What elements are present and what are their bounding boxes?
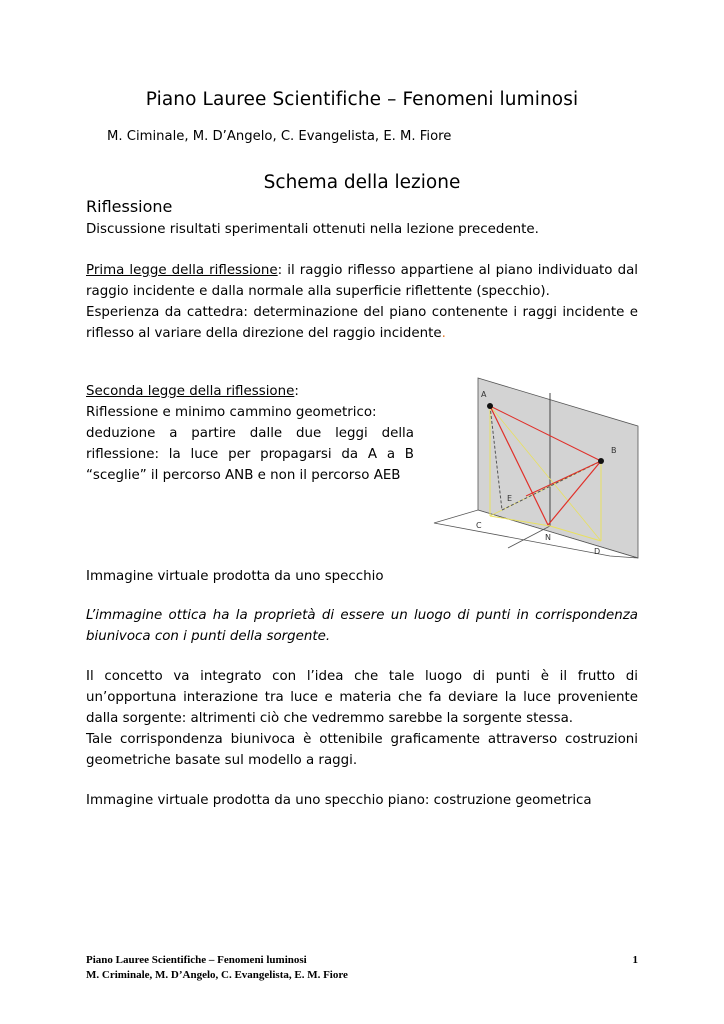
discussion-text: Discussione risultati sperimentali ottenuti nella lezione precedente.: [86, 222, 539, 237]
experiment-line2: riflesso al variare della direzione del raggio incidente: [86, 326, 442, 341]
second-law-paragraph: [86, 381, 414, 486]
point-a: [487, 403, 493, 409]
reflection-diagram: [430, 368, 642, 560]
first-law-text-line1: : il raggio riflesso appartiene al piano individuato dal: [277, 263, 638, 278]
document-title: Piano Lauree Scientifiche – Fenomeni luminosi: [145, 89, 579, 110]
label-b: B: [611, 446, 617, 455]
first-law-text-line2: raggio incidente e dalla normale alla superficie riflettente (specchio).: [86, 284, 550, 299]
authors: M. Ciminale, M. D’Angelo, C. Evangelista, E. M. Fiore: [107, 129, 452, 144]
section-heading: Riflessione: [86, 197, 173, 216]
footer-line1: Piano Lauree Scientifiche – Fenomeni luminosi: [86, 954, 307, 966]
concept-line2: un’opportuna interazione tra luce e materia che fa deviare la luce proveniente: [86, 690, 638, 705]
page-number: 1: [632, 954, 638, 966]
label-a: A: [481, 390, 487, 399]
concept-line1: Il concetto va integrato con l’idea che tale luogo di punti è il frutto di: [86, 669, 638, 684]
optical-image-line1: L’immagine ottica ha la proprietà di essere un luogo di punti in corrispondenza: [86, 608, 638, 623]
optical-image-paragraph: [86, 605, 638, 647]
concept-line3: dalla sorgente: altrimenti ciò che vedremmo sarebbe la sorgente stessa.: [86, 711, 574, 726]
optical-image-line2: biunivoca con i punti della sorgente.: [86, 629, 331, 644]
experiment-end: .: [441, 326, 446, 341]
label-n: N: [545, 533, 551, 542]
virtual-image-text: Immagine virtuale prodotta da uno specchio: [86, 569, 384, 584]
second-law-line3: riflessione: la luce per propagarsi da A a B: [86, 447, 414, 462]
second-law-line1: Riflessione e minimo cammino geometrico:: [86, 405, 377, 420]
first-law-paragraph: [86, 260, 638, 344]
second-law-colon: :: [294, 384, 299, 399]
second-law-label: Seconda legge della riflessione: [86, 384, 295, 399]
first-law-label: Prima legge della riflessione: [86, 263, 278, 278]
concept-line4: Tale corrispondenza biunivoca è ottenibile graficamente attraverso costruzioni: [86, 732, 638, 747]
concept-paragraph: [86, 666, 638, 771]
footer-line2: M. Criminale, M. D’Angelo, C. Evangelista, E. M. Fiore: [86, 969, 348, 981]
experiment-line1: Esperienza da cattedra: determinazione del piano contenente i raggi incidente e: [86, 305, 638, 320]
footer: [86, 953, 348, 983]
point-b: [598, 458, 604, 464]
second-law-line2: deduzione a partire dalle due leggi della: [86, 426, 414, 441]
label-c: C: [476, 521, 482, 530]
schema-title: Schema della lezione: [263, 172, 461, 193]
label-d: D: [594, 547, 601, 556]
plane-mirror-text: Immagine virtuale prodotta da uno specchio piano: costruzione geometrica: [86, 793, 592, 808]
label-e: E: [507, 494, 513, 503]
second-law-line4: “sceglie” il percorso ANB e non il percorso AEB: [86, 468, 401, 483]
concept-line5: geometriche basate sul modello a raggi.: [86, 753, 358, 768]
